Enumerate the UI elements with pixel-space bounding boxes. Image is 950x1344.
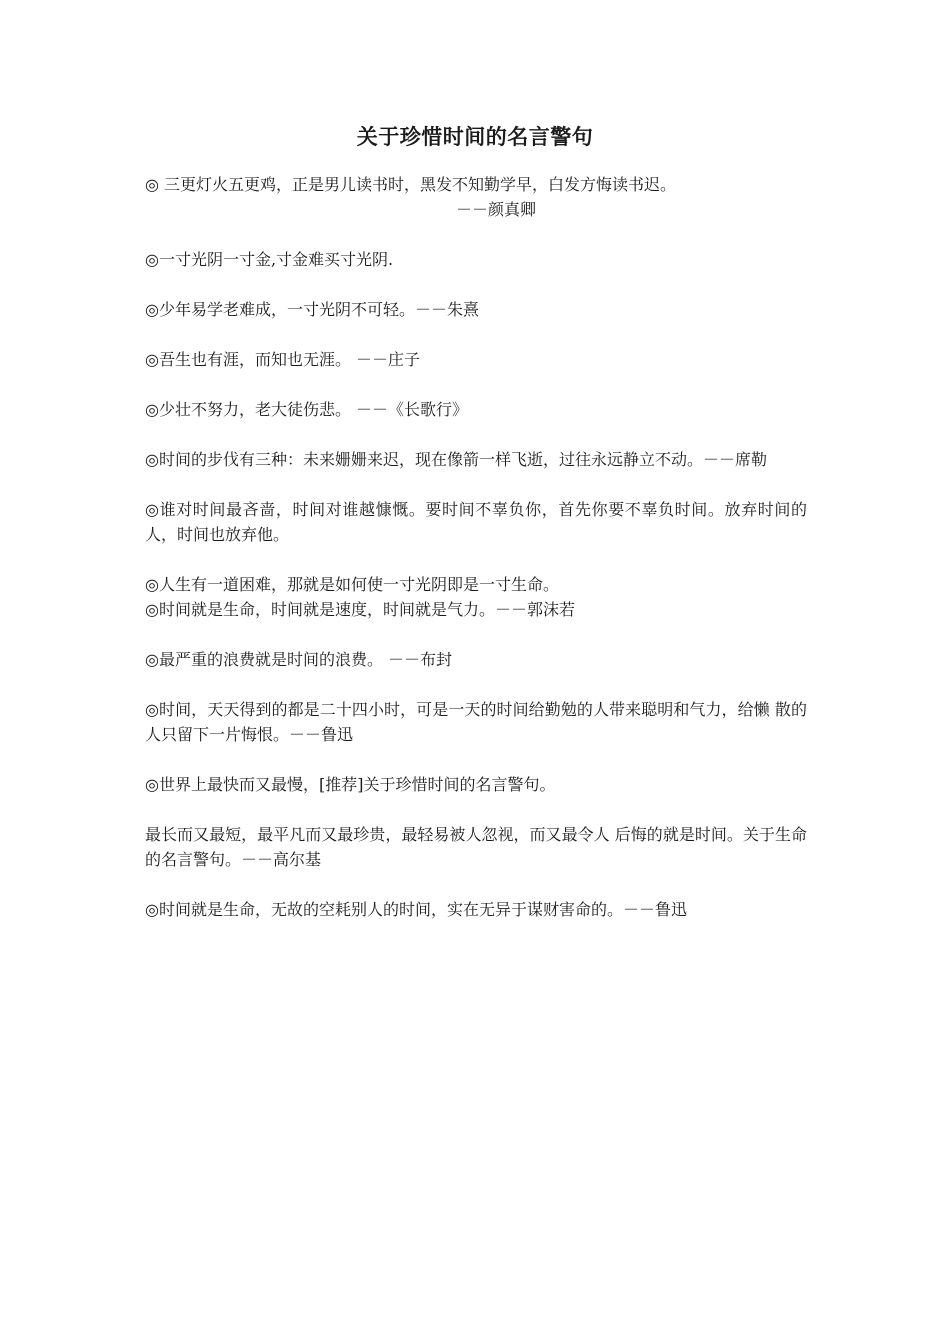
quote-paragraph: ◎世界上最快而又最慢，[推荐]关于珍惜时间的名言警句。 (145, 775, 556, 794)
quote-paragraph: ◎一寸光阴一寸金,寸金难买寸光阴. (145, 250, 394, 269)
quote-paragraph: ◎ 三更灯火五更鸡，正是男儿读书时，黑发不知勤学早，白发方悔读书迟。 (145, 175, 677, 194)
quote-attribution: －－颜真卿 (455, 200, 536, 219)
quote-paragraph: ◎人生有一道困难，那就是如何使一寸光阴即是一寸生命。 (145, 575, 559, 594)
quote-paragraph: ◎谁对时间最吝啬，时间对谁越慷慨。要时间不辜负你，首先你要不辜负时间。放弃时间的人，时间也放弃他。 (145, 500, 807, 544)
quote-paragraph: ◎时间的步伐有三种：未来姗姗来迟，现在像箭一样飞逝，过往永远静立不动。－－席勒 (145, 450, 767, 469)
quote-paragraph: ◎少年易学老难成，一寸光阴不可轻。－－朱熹 (145, 300, 479, 319)
quote-paragraph: ◎最严重的浪费就是时间的浪费。 －－布封 (145, 650, 453, 669)
document-title: 关于珍惜时间的名言警句 (356, 124, 594, 149)
quote-paragraph: ◎时间就是生命，无故的空耗别人的时间，实在无异于谋财害命的。－－鲁迅 (145, 900, 687, 919)
quote-paragraph: 最长而又最短，最平凡而又最珍贵，最轻易被人忽视，而又最令人 后悔的就是时间。关于生命的名言警句。－－高尔基 (145, 825, 807, 869)
quote-paragraph: ◎时间，天天得到的都是二十四小时，可是一天的时间给勤勉的人带来聪明和气力，给懒 散的人只留下一片悔恨。－－鲁迅 (145, 700, 807, 744)
quote-paragraph: ◎时间就是生命，时间就是速度，时间就是气力。－－郭沫若 (145, 600, 575, 619)
document-body (145, 172, 807, 947)
quote-paragraph: ◎少壮不努力，老大徒伤悲。 －－《长歌行》 (145, 400, 469, 419)
quote-paragraph: ◎吾生也有涯，而知也无涯。 －－庄子 (145, 350, 421, 369)
